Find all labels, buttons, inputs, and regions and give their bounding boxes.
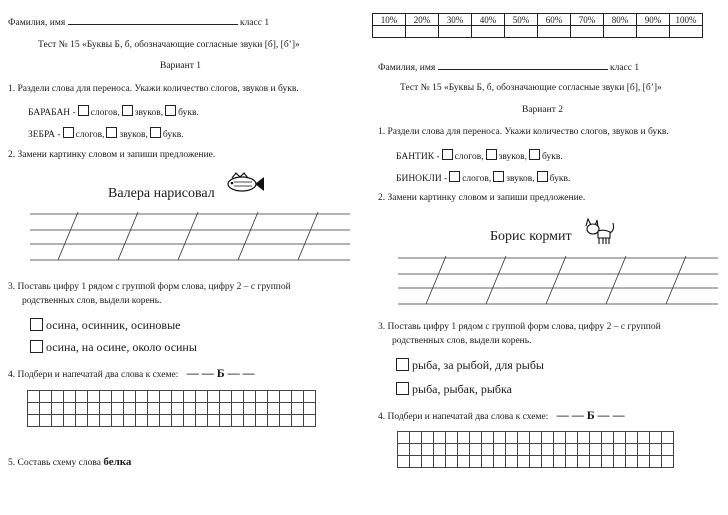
grid-cell[interactable] [590, 432, 602, 444]
answer-box[interactable] [106, 127, 117, 138]
grid-cell[interactable] [136, 415, 148, 427]
grid-cell[interactable] [28, 403, 40, 415]
answer-box[interactable] [486, 149, 497, 160]
grid-cell[interactable] [112, 391, 124, 403]
number-box[interactable] [30, 340, 43, 353]
grid-cell[interactable] [40, 415, 52, 427]
grid-cell[interactable] [136, 403, 148, 415]
percent-cell: 60% [538, 14, 571, 26]
grid-cell[interactable] [280, 403, 292, 415]
variant-right: Вариант 2 [522, 105, 563, 115]
grid-cell[interactable] [482, 432, 494, 444]
grid-cell[interactable] [208, 403, 220, 415]
number-box[interactable] [30, 318, 43, 331]
variant-left: Вариант 1 [160, 61, 201, 71]
fish-icon [222, 170, 266, 198]
grid-cell[interactable] [494, 444, 506, 456]
number-box[interactable] [396, 358, 409, 371]
grid-cell[interactable] [220, 415, 232, 427]
grid-cell[interactable] [64, 403, 76, 415]
grid-cell[interactable] [268, 415, 280, 427]
grid-cell[interactable] [446, 444, 458, 456]
grid-cell[interactable] [650, 444, 662, 456]
grid-cell[interactable] [614, 444, 626, 456]
grid-cell[interactable] [578, 444, 590, 456]
grid-cell[interactable] [88, 391, 100, 403]
letter-grid-right[interactable] [397, 431, 674, 468]
grid-cell[interactable] [100, 403, 112, 415]
grid-cell[interactable] [184, 391, 196, 403]
letter-grid-left[interactable] [27, 390, 316, 427]
grid-cell[interactable] [292, 415, 304, 427]
grid-cell[interactable] [506, 444, 518, 456]
grid-cell[interactable] [124, 415, 136, 427]
grid-cell[interactable] [458, 456, 470, 468]
grid-cell[interactable] [40, 391, 52, 403]
grid-cell[interactable] [52, 391, 64, 403]
grid-cell[interactable] [112, 403, 124, 415]
grid-cell[interactable] [566, 432, 578, 444]
grid-cell[interactable] [28, 415, 40, 427]
answer-box[interactable] [529, 149, 540, 160]
grid-cell[interactable] [172, 415, 184, 427]
grid-cell[interactable] [398, 432, 410, 444]
percent-cell: 70% [571, 14, 604, 26]
name-label: Фамилия, имя [8, 18, 66, 28]
grid-cell[interactable] [650, 456, 662, 468]
grid-cell[interactable] [626, 432, 638, 444]
class-label: класс 1 [609, 63, 640, 73]
name-line-right [378, 61, 639, 73]
grid-cell[interactable] [28, 391, 40, 403]
grid-cell[interactable] [268, 403, 280, 415]
grid-cell[interactable] [518, 444, 530, 456]
grid-cell[interactable] [64, 391, 76, 403]
grid-cell[interactable] [124, 391, 136, 403]
grid-cell[interactable] [232, 391, 244, 403]
word-scheme: — — Б — — [186, 366, 255, 380]
q1-right: 1. Раздели слова для переноса. Укажи количество слогов, звуков и букв. [378, 127, 669, 137]
grid-cell[interactable] [136, 391, 148, 403]
grid-cell[interactable] [244, 403, 256, 415]
grid-cell[interactable] [148, 403, 160, 415]
grid-cell[interactable] [304, 391, 316, 403]
grid-cell[interactable] [554, 444, 566, 456]
percent-cell: 50% [505, 14, 538, 26]
grid-cell[interactable] [542, 444, 554, 456]
sentence-right: Борис кормит [490, 229, 572, 244]
grid-cell[interactable] [88, 403, 100, 415]
percent-scale-table [372, 13, 703, 38]
grid-cell[interactable] [434, 456, 446, 468]
q4-right: 4. Подбери и напечатай два слова к схеме: — — Б — — [378, 408, 625, 422]
q3-right: 3. Поставь цифру 1 рядом с группой форм слова, цифру 2 – с группой [378, 322, 661, 332]
grid-cell[interactable] [638, 456, 650, 468]
grid-cell[interactable] [52, 403, 64, 415]
grid-cell[interactable] [602, 432, 614, 444]
grid-cell[interactable] [76, 403, 88, 415]
grid-cell[interactable] [626, 456, 638, 468]
grid-cell[interactable] [208, 391, 220, 403]
grid-cell[interactable] [470, 432, 482, 444]
grid-cell[interactable] [148, 391, 160, 403]
grid-cell[interactable] [662, 444, 674, 456]
percent-cell: 10% [373, 14, 406, 26]
grid-cell[interactable] [482, 456, 494, 468]
grid-cell[interactable] [76, 391, 88, 403]
q3-right-cont: родственных слов, выдели корень. [392, 336, 532, 346]
grid-cell[interactable] [494, 456, 506, 468]
grid-cell[interactable] [410, 444, 422, 456]
grid-cell[interactable] [578, 456, 590, 468]
grid-cell[interactable] [124, 403, 136, 415]
grid-cell[interactable] [506, 432, 518, 444]
number-box[interactable] [396, 382, 409, 395]
grid-cell[interactable] [518, 456, 530, 468]
grid-cell[interactable] [518, 432, 530, 444]
writing-lines-right[interactable] [398, 252, 720, 308]
test-title-right: Тест № 15 «Буквы Б, б, обозначающие согласные звуки [б], [б’]» [400, 83, 662, 93]
grid-cell[interactable] [506, 456, 518, 468]
answer-box[interactable] [165, 105, 176, 116]
grid-cell[interactable] [470, 444, 482, 456]
grid-cell[interactable] [398, 444, 410, 456]
grid-cell[interactable] [280, 415, 292, 427]
option-right: рыба, за рыбой, для рыбы [396, 358, 544, 373]
percent-cell: 90% [637, 14, 670, 26]
grid-cell[interactable] [40, 403, 52, 415]
percent-cell: 20% [406, 14, 439, 26]
test-title-left: Тест № 15 «Буквы Б, б, обозначающие согласные звуки [б], [б’]» [38, 40, 300, 50]
grid-cell[interactable] [232, 415, 244, 427]
name-line-left [8, 16, 269, 28]
grid-cell[interactable] [160, 415, 172, 427]
name-underline[interactable] [68, 16, 238, 25]
grid-cell[interactable] [542, 432, 554, 444]
grid-cell[interactable] [554, 456, 566, 468]
grid-cell[interactable] [256, 391, 268, 403]
option-left: осина, на осине, около осины [30, 340, 197, 355]
answer-box[interactable] [493, 171, 504, 182]
grid-cell[interactable] [268, 391, 280, 403]
q2-left: 2. Замени картинку словом и запиши предложение. [8, 150, 216, 160]
percent-cell: 80% [604, 14, 637, 26]
grid-cell[interactable] [184, 403, 196, 415]
grid-cell[interactable] [470, 456, 482, 468]
grid-cell[interactable] [172, 403, 184, 415]
grid-cell[interactable] [434, 444, 446, 456]
word-scheme: — — Б — — [556, 408, 625, 422]
grid-cell[interactable] [638, 432, 650, 444]
grid-cell[interactable] [160, 403, 172, 415]
grid-cell[interactable] [530, 444, 542, 456]
q1-row-left: БАРАБАН - слогов, звуков, букв. [28, 105, 199, 118]
grid-cell[interactable] [304, 403, 316, 415]
grid-cell[interactable] [602, 444, 614, 456]
grid-cell[interactable] [184, 415, 196, 427]
grid-cell[interactable] [410, 456, 422, 468]
grid-cell[interactable] [578, 432, 590, 444]
grid-cell[interactable] [458, 444, 470, 456]
q3-left: 3. Поставь цифру 1 рядом с группой форм слова, цифру 2 – с группой [8, 282, 291, 292]
grid-cell[interactable] [208, 415, 220, 427]
grid-cell[interactable] [88, 415, 100, 427]
grid-cell[interactable] [422, 444, 434, 456]
grid-cell[interactable] [148, 415, 160, 427]
grid-cell[interactable] [292, 391, 304, 403]
name-label: Фамилия, имя [378, 63, 436, 73]
grid-cell[interactable] [482, 444, 494, 456]
q1-row-left: ЗЕБРА - слогов, звуков, букв. [28, 127, 184, 140]
percent-cell: 100% [670, 14, 703, 26]
grid-cell[interactable] [662, 456, 674, 468]
grid-cell[interactable] [398, 456, 410, 468]
option-right: рыба, рыбак, рыбка [396, 382, 512, 397]
grid-cell[interactable] [650, 432, 662, 444]
grid-cell[interactable] [590, 456, 602, 468]
grid-cell[interactable] [542, 456, 554, 468]
grid-cell[interactable] [434, 432, 446, 444]
grid-cell[interactable] [280, 391, 292, 403]
answer-box[interactable] [537, 171, 548, 182]
grid-cell[interactable] [446, 456, 458, 468]
grid-cell[interactable] [458, 432, 470, 444]
grid-cell[interactable] [232, 403, 244, 415]
q1-row-right: БИНОКЛИ - слогов, звуков, букв. [396, 171, 570, 184]
option-left: осина, осинник, осиновые [30, 318, 180, 333]
percent-cell: 30% [439, 14, 472, 26]
grid-cell[interactable] [100, 415, 112, 427]
grid-cell[interactable] [554, 432, 566, 444]
grid-cell[interactable] [196, 403, 208, 415]
class-label: класс 1 [239, 18, 270, 28]
grid-cell[interactable] [626, 444, 638, 456]
q4-left: 4. Подбери и напечатай два слова к схеме: — — Б — — [8, 366, 255, 380]
grid-cell[interactable] [422, 456, 434, 468]
grid-cell[interactable] [410, 432, 422, 444]
grid-cell[interactable] [590, 444, 602, 456]
q1-left: 1. Раздели слова для переноса. Укажи количество слогов, звуков и букв. [8, 84, 299, 94]
grid-cell[interactable] [566, 444, 578, 456]
grid-cell[interactable] [566, 456, 578, 468]
sentence-left: Валера нарисовал [108, 186, 215, 201]
name-underline[interactable] [438, 61, 608, 70]
grid-cell[interactable] [160, 391, 172, 403]
grid-cell[interactable] [196, 391, 208, 403]
answer-box[interactable] [78, 105, 89, 116]
q2-right: 2. Замени картинку словом и запиши предложение. [378, 193, 586, 203]
grid-cell[interactable] [76, 415, 88, 427]
grid-cell[interactable] [244, 415, 256, 427]
grid-cell[interactable] [304, 415, 316, 427]
grid-cell[interactable] [614, 456, 626, 468]
grid-cell[interactable] [602, 456, 614, 468]
grid-cell[interactable] [220, 403, 232, 415]
grid-cell[interactable] [256, 415, 268, 427]
grid-cell[interactable] [112, 415, 124, 427]
answer-box[interactable] [150, 127, 161, 138]
answer-box[interactable] [442, 149, 453, 160]
grid-cell[interactable] [244, 391, 256, 403]
grid-cell[interactable] [64, 415, 76, 427]
grid-cell[interactable] [292, 403, 304, 415]
grid-cell[interactable] [530, 456, 542, 468]
grid-cell[interactable] [220, 391, 232, 403]
answer-box[interactable] [122, 105, 133, 116]
grid-cell[interactable] [196, 415, 208, 427]
q1-row-right: БАНТИК - слогов, звуков, букв. [396, 149, 563, 162]
grid-cell[interactable] [494, 432, 506, 444]
grid-cell[interactable] [638, 444, 650, 456]
grid-cell[interactable] [100, 391, 112, 403]
grid-cell[interactable] [530, 432, 542, 444]
grid-cell[interactable] [446, 432, 458, 444]
grid-cell[interactable] [172, 391, 184, 403]
grid-cell[interactable] [422, 432, 434, 444]
grid-cell[interactable] [614, 432, 626, 444]
grid-cell[interactable] [52, 415, 64, 427]
percent-cell: 40% [472, 14, 505, 26]
writing-lines-left[interactable] [30, 208, 352, 264]
cat-icon [582, 216, 616, 246]
grid-cell[interactable] [256, 403, 268, 415]
q3-left-cont: родственных слов, выдели корень. [22, 296, 162, 306]
answer-box[interactable] [63, 127, 74, 138]
answer-box[interactable] [449, 171, 460, 182]
grid-cell[interactable] [662, 432, 674, 444]
word-belka: белка [103, 456, 132, 468]
q5-left: 5. Составь схему слова белка [8, 456, 132, 468]
